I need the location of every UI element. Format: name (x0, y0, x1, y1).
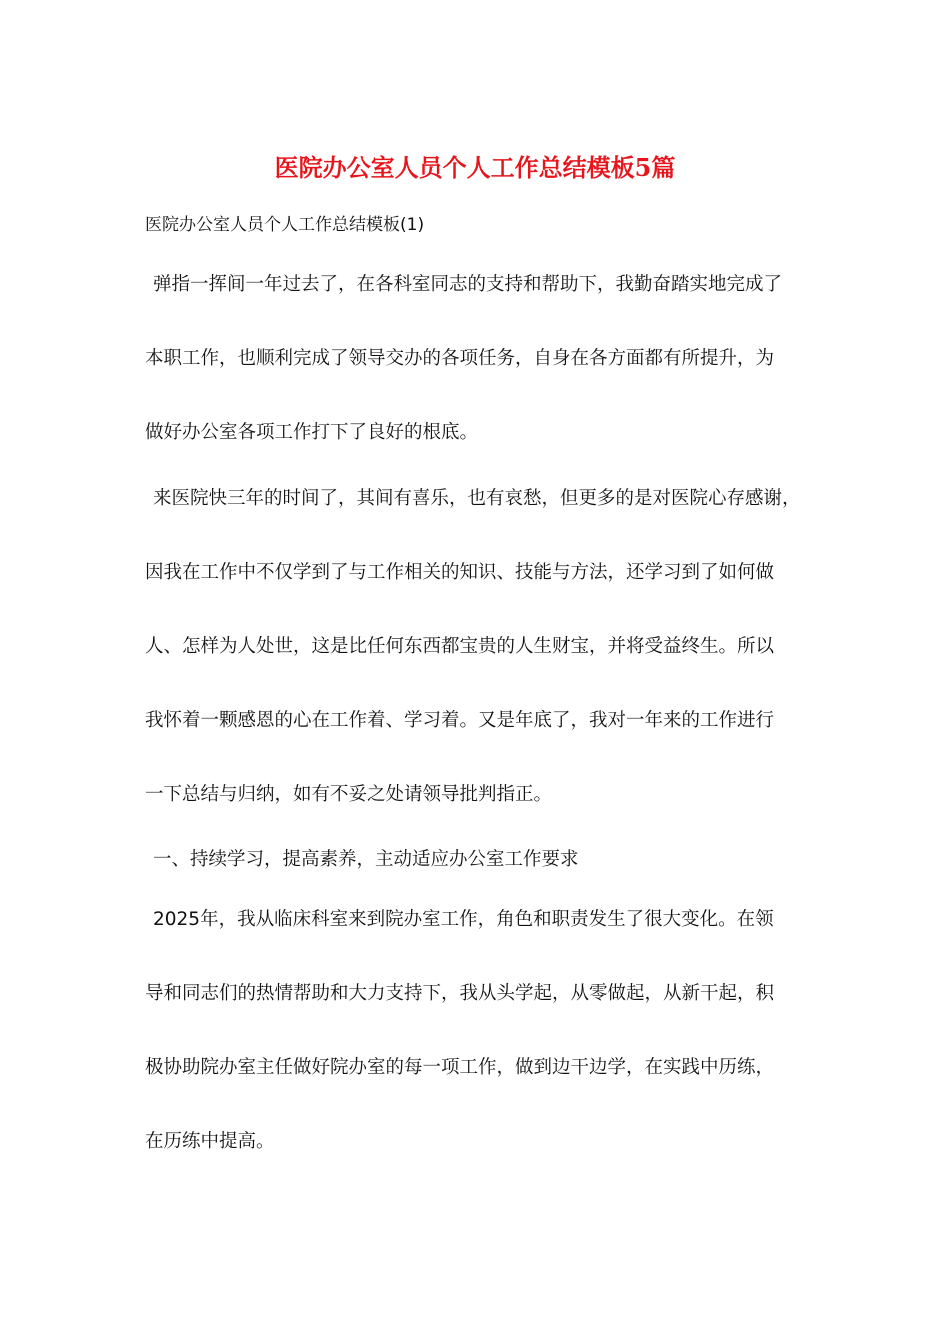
paragraph-line: 我怀着一颗感恩的心在工作着、学习着。又是年底了，我对一年来的工作进行 (145, 710, 775, 731)
paragraph-line: 因我在工作中不仅学到了与工作相关的知识、技能与方法，还学习到了如何做 (145, 562, 775, 583)
paragraph-2 (145, 487, 825, 811)
paragraph-line: 导和同志们的热情帮助和大力支持下，我从头学起，从零做起，从新干起，积 (145, 983, 775, 1004)
paragraph-line: 2025年，我从临床科室来到院办室工作，角色和职责发生了很大变化。在领 (153, 909, 774, 930)
paragraph-line: 弹指一挥间一年过去了，在各科室同志的支持和帮助下，我勤奋踏实地完成了 (153, 274, 783, 295)
paragraph-line: 来医院快三年的时间了，其间有喜乐，也有哀愁，但更多的是对医院心存感谢， (153, 488, 801, 509)
paragraph-line: 在历练中提高。 (145, 1131, 275, 1152)
paragraph-line: 极协助院办室主任做好院办室的每一项工作，做到边干边学，在实践中历练， (145, 1057, 775, 1078)
paragraph-line: 人、怎样为人处世，这是比任何东西都宝贵的人生财宝，并将受益终生。所以 (145, 636, 775, 657)
paragraph-1 (145, 273, 825, 449)
document-title: 医院办公室人员个人工作总结模板5篇 (274, 153, 676, 182)
document-subtitle: 医院办公室人员个人工作总结模板(1) (145, 215, 425, 235)
section-paragraph (145, 908, 825, 1158)
paragraph-line: 做好办公室各项工作打下了良好的根底。 (145, 422, 479, 443)
paragraph-line: 本职工作，也顺利完成了领导交办的各项任务，自身在各方面都有所提升，为 (145, 348, 775, 369)
section-heading: 一、持续学习，提高素养，主动适应办公室工作要求 (153, 849, 579, 870)
paragraph-line: 一下总结与归纳，如有不妥之处请领导批判指正。 (145, 784, 553, 805)
